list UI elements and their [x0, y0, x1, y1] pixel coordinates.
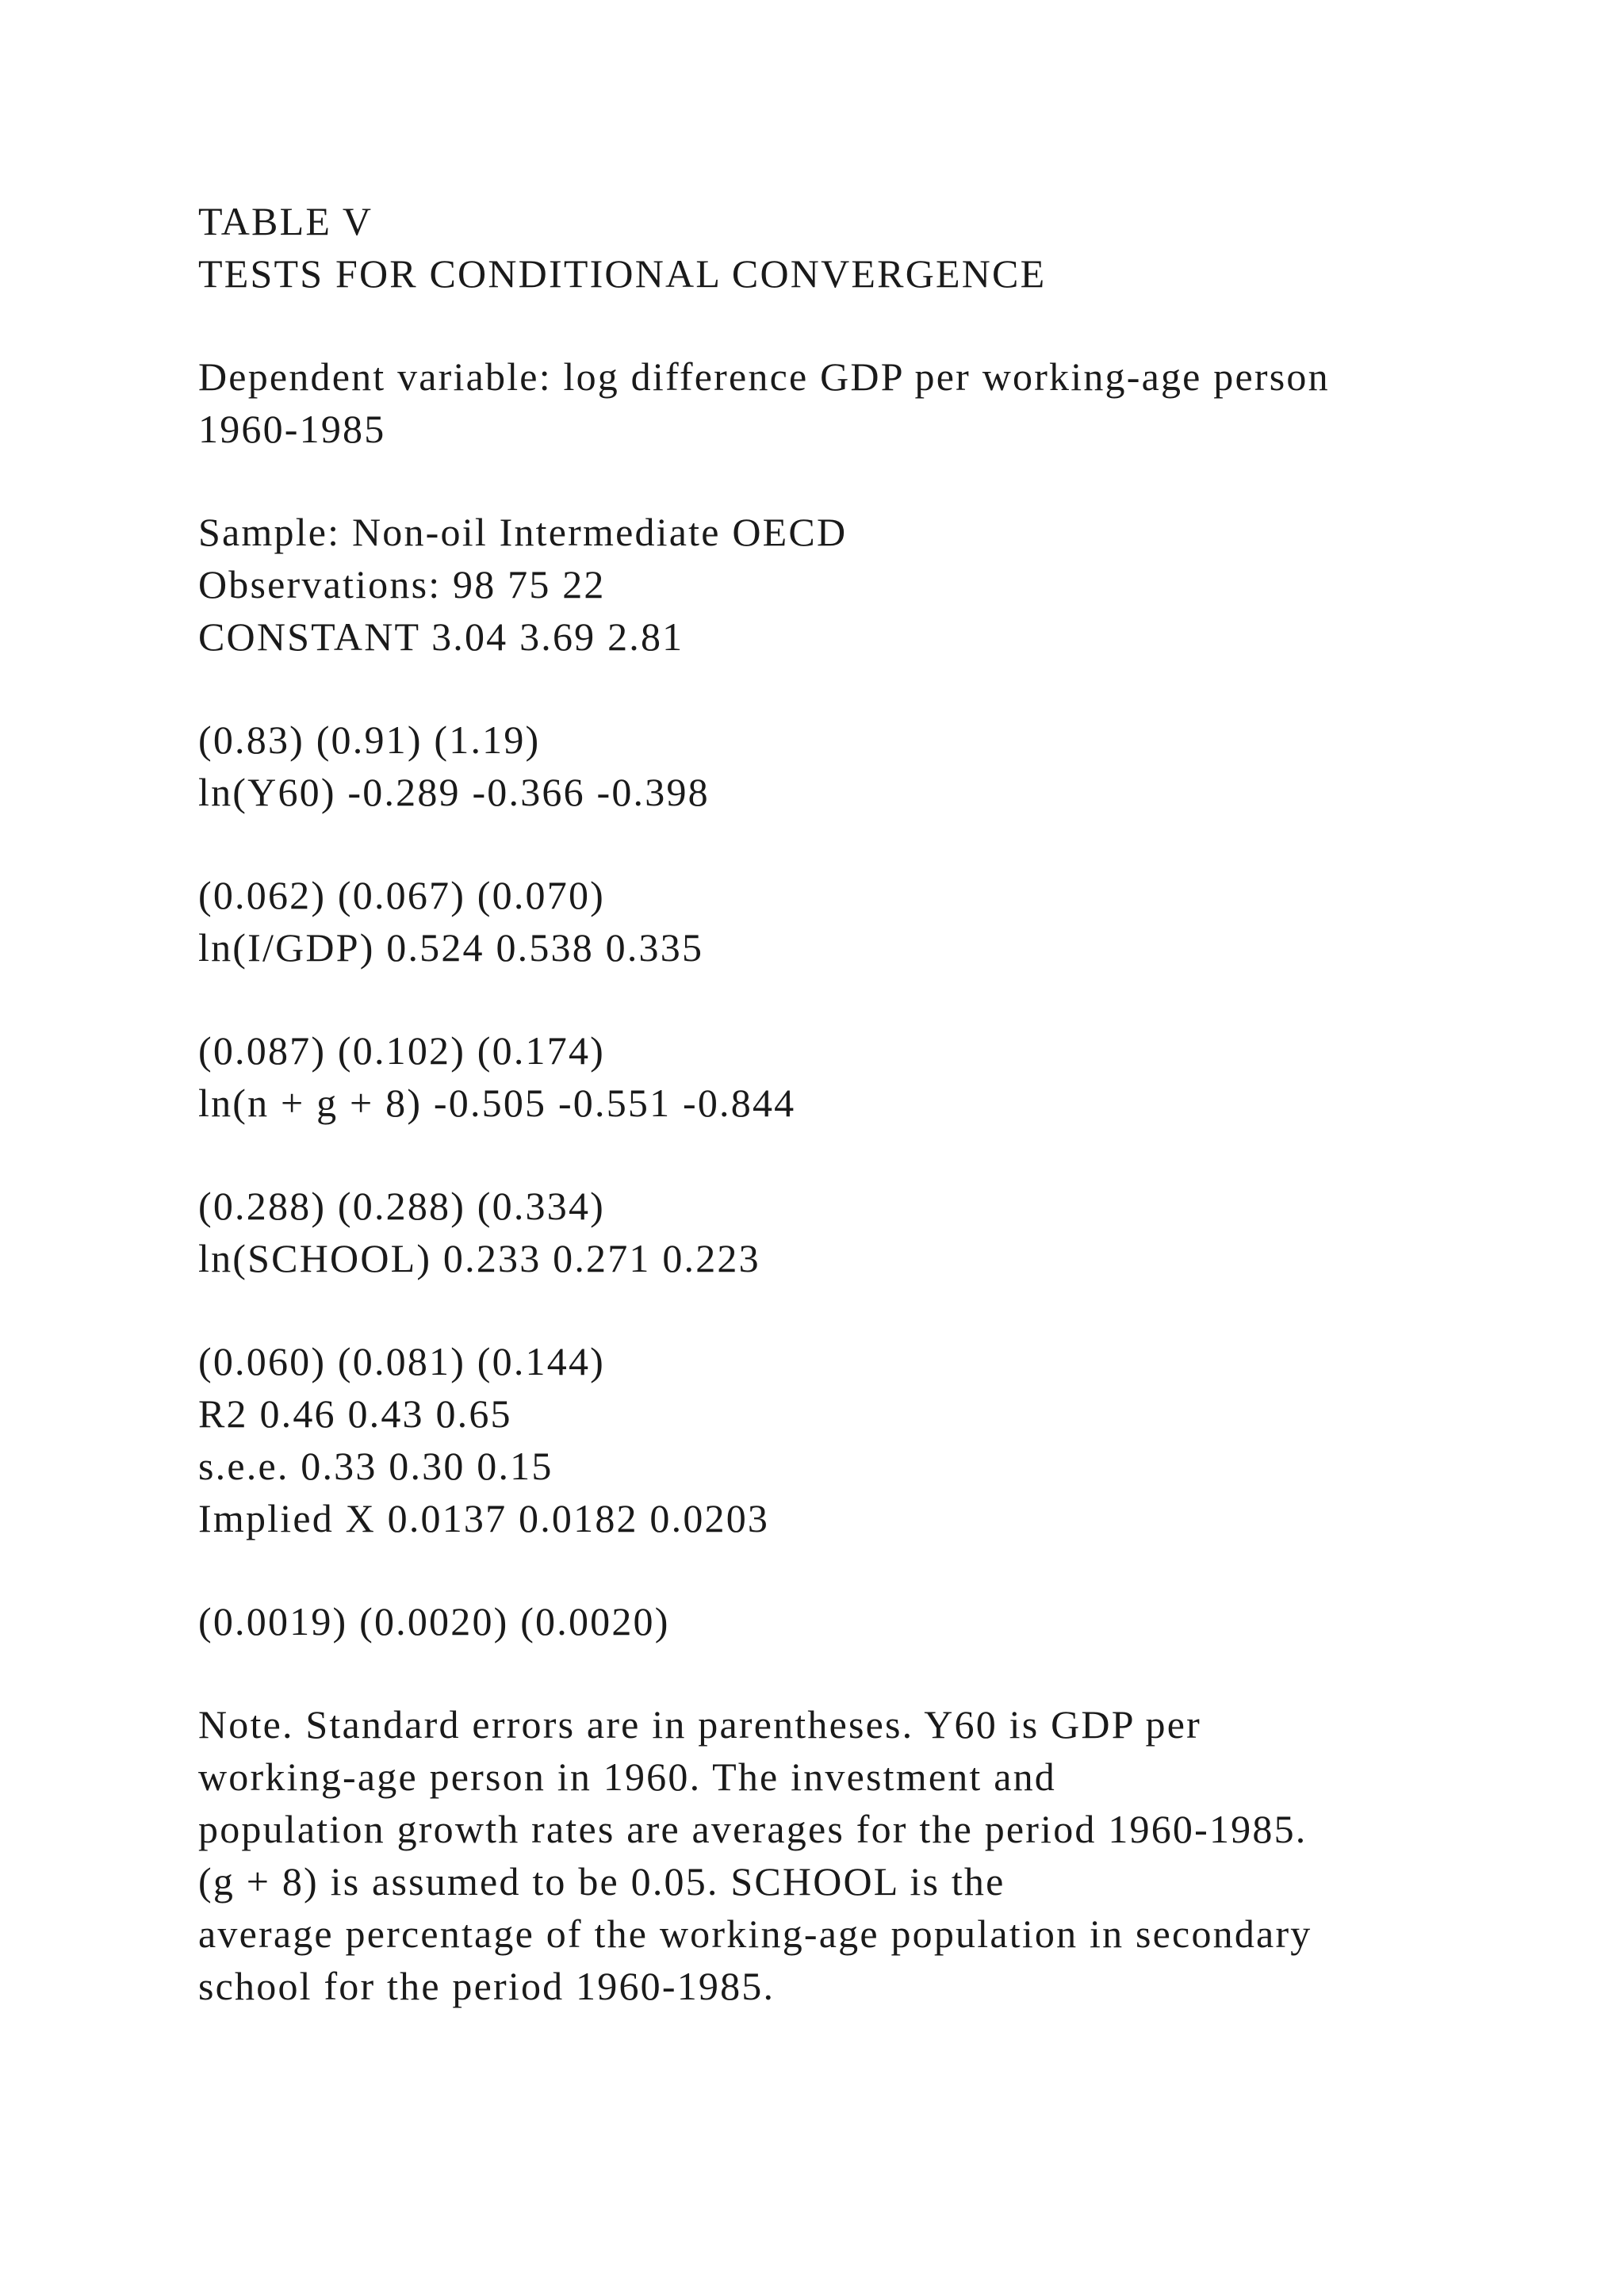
spacer: [198, 1544, 1546, 1595]
ln-n-g-delta-se-row: (0.288) (0.288) (0.334): [198, 1184, 606, 1228]
observations-line: Observations: 98 75 22: [198, 562, 606, 607]
note-line-2: working-age person in 1960. The investment and: [198, 1755, 1057, 1799]
table-note: [198, 1698, 1546, 2012]
note-line-4: (g + 8) is assumed to be 0.05. SCHOOL is the: [198, 1859, 1005, 1904]
spacer: [198, 300, 1546, 350]
constant-row: CONSTANT 3.04 3.69 2.81: [198, 614, 684, 659]
dependent-variable-line-1: Dependent variable: log difference GDP per working-age person: [198, 354, 1330, 399]
note-line-5: average percentage of the working-age population in secondary: [198, 1911, 1312, 1956]
see-row: s.e.e. 0.33 0.30 0.15: [198, 1444, 553, 1488]
ln-y60-row: ln(Y60) -0.289 -0.366 -0.398: [198, 770, 710, 814]
ln-school-se-row: (0.060) (0.081) (0.144): [198, 1339, 606, 1383]
spacer: [198, 818, 1546, 869]
note-line-3: population growth rates are averages for the period 1960-1985.: [198, 1807, 1308, 1851]
ln-i-gdp-se-row: (0.087) (0.102) (0.174): [198, 1028, 606, 1073]
spacer: [198, 663, 1546, 714]
document-page: [198, 195, 1546, 2012]
table-label: TABLE V: [198, 199, 373, 243]
spacer: [198, 1284, 1546, 1335]
r2-row: R2 0.46 0.43 0.65: [198, 1391, 512, 1436]
ln-y60-se-row: (0.062) (0.067) (0.070): [198, 873, 606, 917]
table-title: TESTS FOR CONDITIONAL CONVERGENCE: [198, 251, 1047, 296]
implied-x-row: Implied X 0.0137 0.0182 0.0203: [198, 1496, 770, 1540]
implied-x-se-row: (0.0019) (0.0020) (0.0020): [198, 1599, 670, 1644]
note-line-1: Note. Standard errors are in parentheses. Y60 is GDP per: [198, 1702, 1201, 1747]
constant-se-row: (0.83) (0.91) (1.19): [198, 718, 541, 762]
spacer: [198, 1129, 1546, 1180]
ln-i-gdp-row: ln(I/GDP) 0.524 0.538 0.335: [198, 925, 704, 970]
spacer: [198, 974, 1546, 1024]
note-line-6: school for the period 1960-1985.: [198, 1964, 776, 2008]
ln-school-row: ln(SCHOOL) 0.233 0.271 0.223: [198, 1236, 760, 1280]
spacer: [198, 1647, 1546, 1698]
sample-line: Sample: Non-oil Intermediate OECD: [198, 510, 848, 554]
dependent-variable-line-2: 1960-1985: [198, 407, 386, 451]
ln-n-g-delta-row: ln(n + g + 8) -0.505 -0.551 -0.844: [198, 1081, 796, 1125]
spacer: [198, 455, 1546, 506]
